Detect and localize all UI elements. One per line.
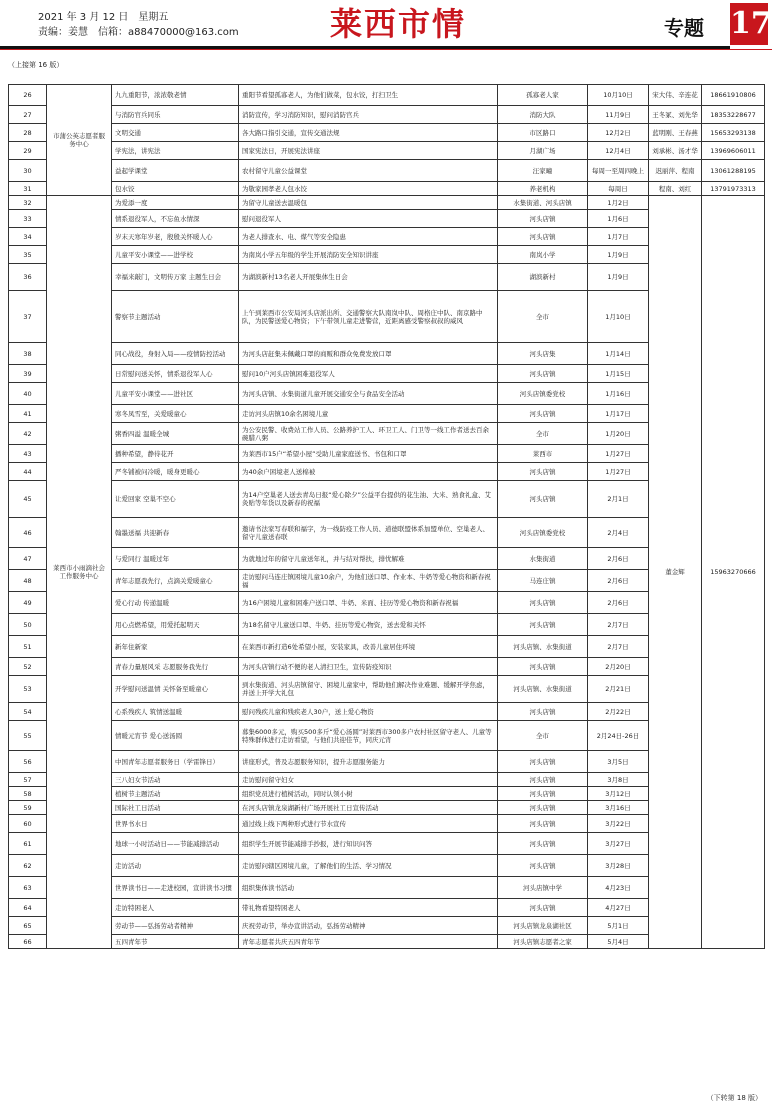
- activity-place: 南岚小学: [498, 246, 588, 264]
- activity-time: 1月17日: [588, 405, 649, 423]
- activity-time: 3月22日: [588, 815, 649, 833]
- activity-content: 国家宪法日，开展宪法讲座: [239, 142, 498, 160]
- activity-place: 消防大队: [498, 106, 588, 124]
- activity-place: 河头店镇: [498, 787, 588, 801]
- activity-time: 1月9日: [588, 246, 649, 264]
- organization-name: 市蒲公英志愿者服务中心: [47, 85, 112, 196]
- activity-time: 每周日: [588, 182, 649, 196]
- activity-place: 市区路口: [498, 124, 588, 142]
- activity-name: 日常慰问送关怀，情系退役军人心: [112, 365, 239, 383]
- table-row: [9, 106, 765, 124]
- row-number: 38: [9, 343, 47, 365]
- activity-name: 岁末天寒年岁老，殷殷关怀暖人心: [112, 228, 239, 246]
- row-number: 29: [9, 142, 47, 160]
- activity-name: 严冬铺被问冷暖，暖身更暖心: [112, 463, 239, 481]
- activity-content: 为16户困境儿童和困难户送口罩、牛奶、米面、挂历等爱心物资和新春祝福: [239, 592, 498, 614]
- activity-name: 地球一小时活动日——节能减排活动: [112, 833, 239, 855]
- activity-content: 为18名留守儿童送口罩、牛奶、挂历等爱心物资，送去爱和关怀: [239, 614, 498, 636]
- activity-time: 2月6日: [588, 592, 649, 614]
- activity-place: 水集街道、河头店镇: [498, 196, 588, 210]
- row-number: 47: [9, 548, 47, 570]
- row-number: 41: [9, 405, 47, 423]
- row-number: 56: [9, 751, 47, 773]
- activity-content: 到水集街道、河头店镇留守、困境儿童家中，帮助他们解决作业难题、缓解开学焦虑，并送上开学大礼包: [239, 676, 498, 703]
- row-number: 37: [9, 291, 47, 343]
- activity-name: 让爱回家 空巢不空心: [112, 481, 239, 518]
- activity-content: 为河头店镇、水集街道儿童开展交通安全与食品安全活动: [239, 383, 498, 405]
- activity-place: 全市: [498, 291, 588, 343]
- activity-place: 河头店镇委党校: [498, 383, 588, 405]
- activity-name: 劳动节——弘扬劳动者精神: [112, 917, 239, 935]
- section-title: 专题: [664, 16, 704, 40]
- row-number: 39: [9, 365, 47, 383]
- contact-phone: 18661910806: [702, 85, 765, 106]
- row-number: 35: [9, 246, 47, 264]
- contact-phone: 15653293138: [702, 124, 765, 142]
- activity-time: 10月10日: [588, 85, 649, 106]
- row-number: 60: [9, 815, 47, 833]
- activity-time: 3月8日: [588, 773, 649, 787]
- activity-time: 11月9日: [588, 106, 649, 124]
- activity-name: 同心战役，身射入局——疫情防控活动: [112, 343, 239, 365]
- activity-content: 为留守儿童送去温暖包: [239, 196, 498, 210]
- activity-place: 河头店镇委党校: [498, 518, 588, 548]
- activity-name: 为爱添一度: [112, 196, 239, 210]
- activity-place: 河头店镇、水集街道: [498, 676, 588, 703]
- contact-person: 刘承彬、汤才华: [649, 142, 702, 160]
- table-row: [9, 142, 765, 160]
- row-number: 65: [9, 917, 47, 935]
- activity-time: 2月1日: [588, 481, 649, 518]
- activity-time: 2月6日: [588, 570, 649, 592]
- contact-phone: 18353228677: [702, 106, 765, 124]
- activity-content: 走访慰问留守妇女: [239, 773, 498, 787]
- activity-content: 青年志愿者共庆五四青年节: [239, 935, 498, 949]
- activity-place: 河头店镇: [498, 365, 588, 383]
- continued-from-note: （上接第 16 版）: [8, 61, 64, 69]
- activity-table: [8, 84, 765, 949]
- contact-phone: 15963270666: [702, 196, 765, 949]
- row-number: 45: [9, 481, 47, 518]
- activity-name: 寒冬凤雪至，关爱暖童心: [112, 405, 239, 423]
- header-meta: [38, 10, 239, 40]
- activity-place: 全市: [498, 423, 588, 445]
- activity-content: 上午到莱西市公安局河头店派出所、交通警察大队南岚中队、周格庄中队、南京路中队，为民警送爱心物资；下午带领儿童走进警营，近距离感受警察叔叔的威风: [239, 291, 498, 343]
- row-number: 33: [9, 210, 47, 228]
- activity-time: 2月20日: [588, 658, 649, 676]
- row-number: 59: [9, 801, 47, 815]
- activity-place: 河头店镇: [498, 405, 588, 423]
- activity-time: 4月23日: [588, 877, 649, 899]
- activity-table-body: [9, 85, 765, 949]
- contact-phone: 13969606011: [702, 142, 765, 160]
- activity-place: 河头店镇: [498, 855, 588, 877]
- activity-name: 益起学课堂: [112, 160, 239, 182]
- row-number: 32: [9, 196, 47, 210]
- editor-contact: 责编：姜慧 信箱：a88470000@163.com: [38, 27, 239, 38]
- activity-place: 河头店镇: [498, 658, 588, 676]
- activity-name: 情暖元宵节 爱心送汤圆: [112, 721, 239, 751]
- activity-content: 为莱西市15户“希望小屋”受助儿童家庭送书、书包和口罩: [239, 445, 498, 463]
- activity-place: 汪家疃: [498, 160, 588, 182]
- activity-content: 走访河头店镇10余名困境儿童: [239, 405, 498, 423]
- row-number: 54: [9, 703, 47, 721]
- activity-content: 通过线上线下两种形式进行节水宣传: [239, 815, 498, 833]
- row-number: 43: [9, 445, 47, 463]
- activity-content: 组织集体读书活动: [239, 877, 498, 899]
- activity-time: 2月7日: [588, 614, 649, 636]
- activity-place: 河头店镇: [498, 703, 588, 721]
- activity-content: 组织学生开展节能减排手抄报，进行知识问答: [239, 833, 498, 855]
- row-number: 44: [9, 463, 47, 481]
- activity-content: 为40余户困境老人送棉被: [239, 463, 498, 481]
- activity-place: 河头店镇龙泉湖社区: [498, 917, 588, 935]
- activity-content: 重阳节看望孤寡老人，为他们做菜，包水饺，打扫卫生: [239, 85, 498, 106]
- activity-time: 5月4日: [588, 935, 649, 949]
- row-number: 46: [9, 518, 47, 548]
- activity-name: 学宪法，讲宪法: [112, 142, 239, 160]
- activity-time: 1月14日: [588, 343, 649, 365]
- activity-content: 农村留守儿童公益课堂: [239, 160, 498, 182]
- activity-place: 河头店镇: [498, 899, 588, 917]
- activity-content: 募集6000多元，购买500多斤“爱心汤圆”对莱西市300多户农村社区留守老人、儿童等特殊群体进行走访看望，与他们共迎佳节，同庆元宵: [239, 721, 498, 751]
- activity-time: 3月16日: [588, 801, 649, 815]
- row-number: 66: [9, 935, 47, 949]
- row-number: 58: [9, 787, 47, 801]
- activity-name: 走访特困老人: [112, 899, 239, 917]
- activity-place: 月湖广场: [498, 142, 588, 160]
- table-row: [9, 196, 765, 210]
- activity-place: 河头店镇: [498, 751, 588, 773]
- activity-time: 1月16日: [588, 383, 649, 405]
- activity-name: 世界读书日——走进校园，宣讲读书习惯: [112, 877, 239, 899]
- row-number: 63: [9, 877, 47, 899]
- table-row: [9, 160, 765, 182]
- activity-content: 为14户空巢老人送去青岛日报“爱心除夕”公益平台提供的花生油、大米、熟食礼盒、艾灸贴等年货以及新春的祝福: [239, 481, 498, 518]
- activity-time: 3月28日: [588, 855, 649, 877]
- issue-date: 2021 年 3 月 12 日 星期五: [38, 12, 169, 23]
- contact-phone: 13791973313: [702, 182, 765, 196]
- page-number: 17: [730, 3, 768, 45]
- activity-name: 三八妇女节活动: [112, 773, 239, 787]
- activity-time: 1月9日: [588, 264, 649, 291]
- activity-time: 2月21日: [588, 676, 649, 703]
- activity-content: 组织党员进行植树活动，同时认领小树: [239, 787, 498, 801]
- activity-place: 河头店镇: [498, 801, 588, 815]
- activity-name: 爱心行动 传递温暖: [112, 592, 239, 614]
- activity-content: 慰问10户河头店镇困难退役军人: [239, 365, 498, 383]
- activity-content: 在河头店镇龙泉湖新村广场开展社工日宣传活动: [239, 801, 498, 815]
- activity-place: 河头店集: [498, 343, 588, 365]
- row-number: 26: [9, 85, 47, 106]
- activity-time: 2月24日-26日: [588, 721, 649, 751]
- contact-person: 迟丽萍、程南: [649, 160, 702, 182]
- activity-place: 河头店镇: [498, 228, 588, 246]
- row-number: 31: [9, 182, 47, 196]
- activity-content: 走访慰问辖区困境儿童，了解他们的生活、学习情况: [239, 855, 498, 877]
- contact-person: 蓝明刚、王春燕: [649, 124, 702, 142]
- activity-time: 2月6日: [588, 548, 649, 570]
- row-number: 42: [9, 423, 47, 445]
- activity-content: 消防宣传，学习消防知识，慰问消防官兵: [239, 106, 498, 124]
- activity-name: 青年志愿我先行，点滴关爱暖童心: [112, 570, 239, 592]
- table-row: [9, 182, 765, 196]
- activity-place: 河头店镇: [498, 815, 588, 833]
- activity-content: 走访慰问马连庄镇困境儿童10余户，为他们送口罩、作业本、牛奶等爱心物资和新春祝福: [239, 570, 498, 592]
- row-number: 36: [9, 264, 47, 291]
- activity-name: 与爱同行 温暖过年: [112, 548, 239, 570]
- activity-time: 3月5日: [588, 751, 649, 773]
- activity-name: 儿童平安小课堂——进社区: [112, 383, 239, 405]
- activity-content: 为老人排查水、电、煤气等安全隐患: [239, 228, 498, 246]
- activity-place: 湖滨新村: [498, 264, 588, 291]
- activity-time: 1月6日: [588, 210, 649, 228]
- activity-name: 走访活动: [112, 855, 239, 877]
- activity-name: 植树节主题活动: [112, 787, 239, 801]
- activity-name: 新年住新家: [112, 636, 239, 658]
- row-number: 52: [9, 658, 47, 676]
- activity-place: 河头店镇: [498, 210, 588, 228]
- activity-name: 文明交通: [112, 124, 239, 142]
- contact-person: 董金辉: [649, 196, 702, 949]
- activity-name: 青春力量展风采 志愿服务我先行: [112, 658, 239, 676]
- activity-content: 慰问退役军人: [239, 210, 498, 228]
- row-number: 51: [9, 636, 47, 658]
- activity-content: 带礼物看望特困老人: [239, 899, 498, 917]
- activity-content: 为南岚小学五年级的学生开展消防安全知识讲座: [239, 246, 498, 264]
- activity-time: 4月27日: [588, 899, 649, 917]
- activity-place: 河头店镇: [498, 592, 588, 614]
- activity-name: 播种希望，静待花开: [112, 445, 239, 463]
- activity-time: 3月27日: [588, 833, 649, 855]
- activity-place: 莱西市: [498, 445, 588, 463]
- activity-content: 讲座形式，普及志愿服务知识，提升志愿服务能力: [239, 751, 498, 773]
- contact-phone: 13061288195: [702, 160, 765, 182]
- activity-name: 开学慰问送温情 关怀备至暖童心: [112, 676, 239, 703]
- activity-time: 2月22日: [588, 703, 649, 721]
- activity-content: 慰问残疾儿童和残疾老人30户，送上爱心物资: [239, 703, 498, 721]
- activity-name: 幸福来敲门，文明传万家 主题生日会: [112, 264, 239, 291]
- activity-content: 为敬家园孝老人包水饺: [239, 182, 498, 196]
- activity-time: 12月4日: [588, 142, 649, 160]
- activity-place: 马连庄镇: [498, 570, 588, 592]
- activity-time: 2月4日: [588, 518, 649, 548]
- activity-content: 邀请书法家写春联和福字，为一线防疫工作人员、道德联盟体系加盟单位、空巢老人、留守儿童送春联: [239, 518, 498, 548]
- page-header: [0, 0, 772, 52]
- activity-time: 1月20日: [588, 423, 649, 445]
- activity-content: 在莱西市新打造6处希望小屋，安装家具，改善儿童居住环境: [239, 636, 498, 658]
- masthead-logo: 莱西市情: [330, 5, 467, 43]
- row-number: 28: [9, 124, 47, 142]
- activity-time: 1月2日: [588, 196, 649, 210]
- activity-time: 1月10日: [588, 291, 649, 343]
- activity-place: 水集街道: [498, 548, 588, 570]
- activity-time: 1月27日: [588, 445, 649, 463]
- activity-place: 河头店镇: [498, 481, 588, 518]
- row-number: 57: [9, 773, 47, 787]
- activity-place: 河头店镇: [498, 614, 588, 636]
- row-number: 61: [9, 833, 47, 855]
- activity-name: 翰墨送福 共迎新春: [112, 518, 239, 548]
- activity-content: 为湖滨新村13名老人开展集体生日会: [239, 264, 498, 291]
- row-number: 50: [9, 614, 47, 636]
- activity-place: 河头店镇: [498, 833, 588, 855]
- activity-place: 河头店镇、水集街道: [498, 636, 588, 658]
- table-row: [9, 124, 765, 142]
- activity-name: 世界书水日: [112, 815, 239, 833]
- activity-place: 全市: [498, 721, 588, 751]
- activity-name: 儿童平安小课堂——进学校: [112, 246, 239, 264]
- contact-person: 王冬冢、刘先华: [649, 106, 702, 124]
- contact-person: 程南、刘红: [649, 182, 702, 196]
- activity-time: 每周一至周四晚上: [588, 160, 649, 182]
- activity-time: 2月7日: [588, 636, 649, 658]
- row-number: 40: [9, 383, 47, 405]
- activity-name: 心系残疾人 筑情送温暖: [112, 703, 239, 721]
- organization-name: 莱西市小雨滴社会工作服务中心: [47, 196, 112, 949]
- activity-name: 警察节主题活动: [112, 291, 239, 343]
- activity-content: 庆祝劳动节，举办宣讲活动，弘扬劳动精神: [239, 917, 498, 935]
- row-number: 53: [9, 676, 47, 703]
- activity-name: 情系退役军人，不忘鱼水情深: [112, 210, 239, 228]
- activity-content: 为公安民警、收费站工作人员、公路养护工人、环卫工人、门卫等一线工作者送去百余碗腊八粥: [239, 423, 498, 445]
- continued-to-note: （下转第 18 版）: [706, 1094, 762, 1102]
- row-number: 34: [9, 228, 47, 246]
- activity-name: 九九重阳节，浓浓敬老情: [112, 85, 239, 106]
- activity-content: 各大路口指引交通，宣传交通法规: [239, 124, 498, 142]
- activity-name: 包水饺: [112, 182, 239, 196]
- activity-place: 养老机构: [498, 182, 588, 196]
- activity-time: 1月27日: [588, 463, 649, 481]
- activity-place: 河头店镇: [498, 773, 588, 787]
- header-accent-rule: [0, 49, 772, 50]
- activity-place: 孤寡老人家: [498, 85, 588, 106]
- activity-content: 为河头店赶集未佩戴口罩的商贩和群众免费发放口罩: [239, 343, 498, 365]
- activity-name: 国际社工日活动: [112, 801, 239, 815]
- activity-time: 1月15日: [588, 365, 649, 383]
- activity-time: 3月12日: [588, 787, 649, 801]
- activity-place: 河头店镇中学: [498, 877, 588, 899]
- row-number: 27: [9, 106, 47, 124]
- activity-place: 河头店镇: [498, 463, 588, 481]
- contact-person: 宋大伟、辛连花: [649, 85, 702, 106]
- activity-content: 为河头店镇行动不便的老人清扫卫生，宣传防疫知识: [239, 658, 498, 676]
- row-number: 48: [9, 570, 47, 592]
- row-number: 64: [9, 899, 47, 917]
- activity-content: 为就地过年的留守儿童送年礼，并与结对帮扶，排忧解难: [239, 548, 498, 570]
- activity-name: 五四青年节: [112, 935, 239, 949]
- activity-name: 用心点燃希望，用爱托起明天: [112, 614, 239, 636]
- activity-time: 5月1日: [588, 917, 649, 935]
- activity-time: 12月2日: [588, 124, 649, 142]
- row-number: 49: [9, 592, 47, 614]
- activity-name: 与消防官兵同乐: [112, 106, 239, 124]
- row-number: 55: [9, 721, 47, 751]
- activity-name: 粥香四溢 温暖全城: [112, 423, 239, 445]
- activity-time: 1月7日: [588, 228, 649, 246]
- row-number: 30: [9, 160, 47, 182]
- activity-place: 河头店镇志愿者之家: [498, 935, 588, 949]
- activity-name: 中国青年志愿者服务日（学雷锋日）: [112, 751, 239, 773]
- table-row: [9, 85, 765, 106]
- row-number: 62: [9, 855, 47, 877]
